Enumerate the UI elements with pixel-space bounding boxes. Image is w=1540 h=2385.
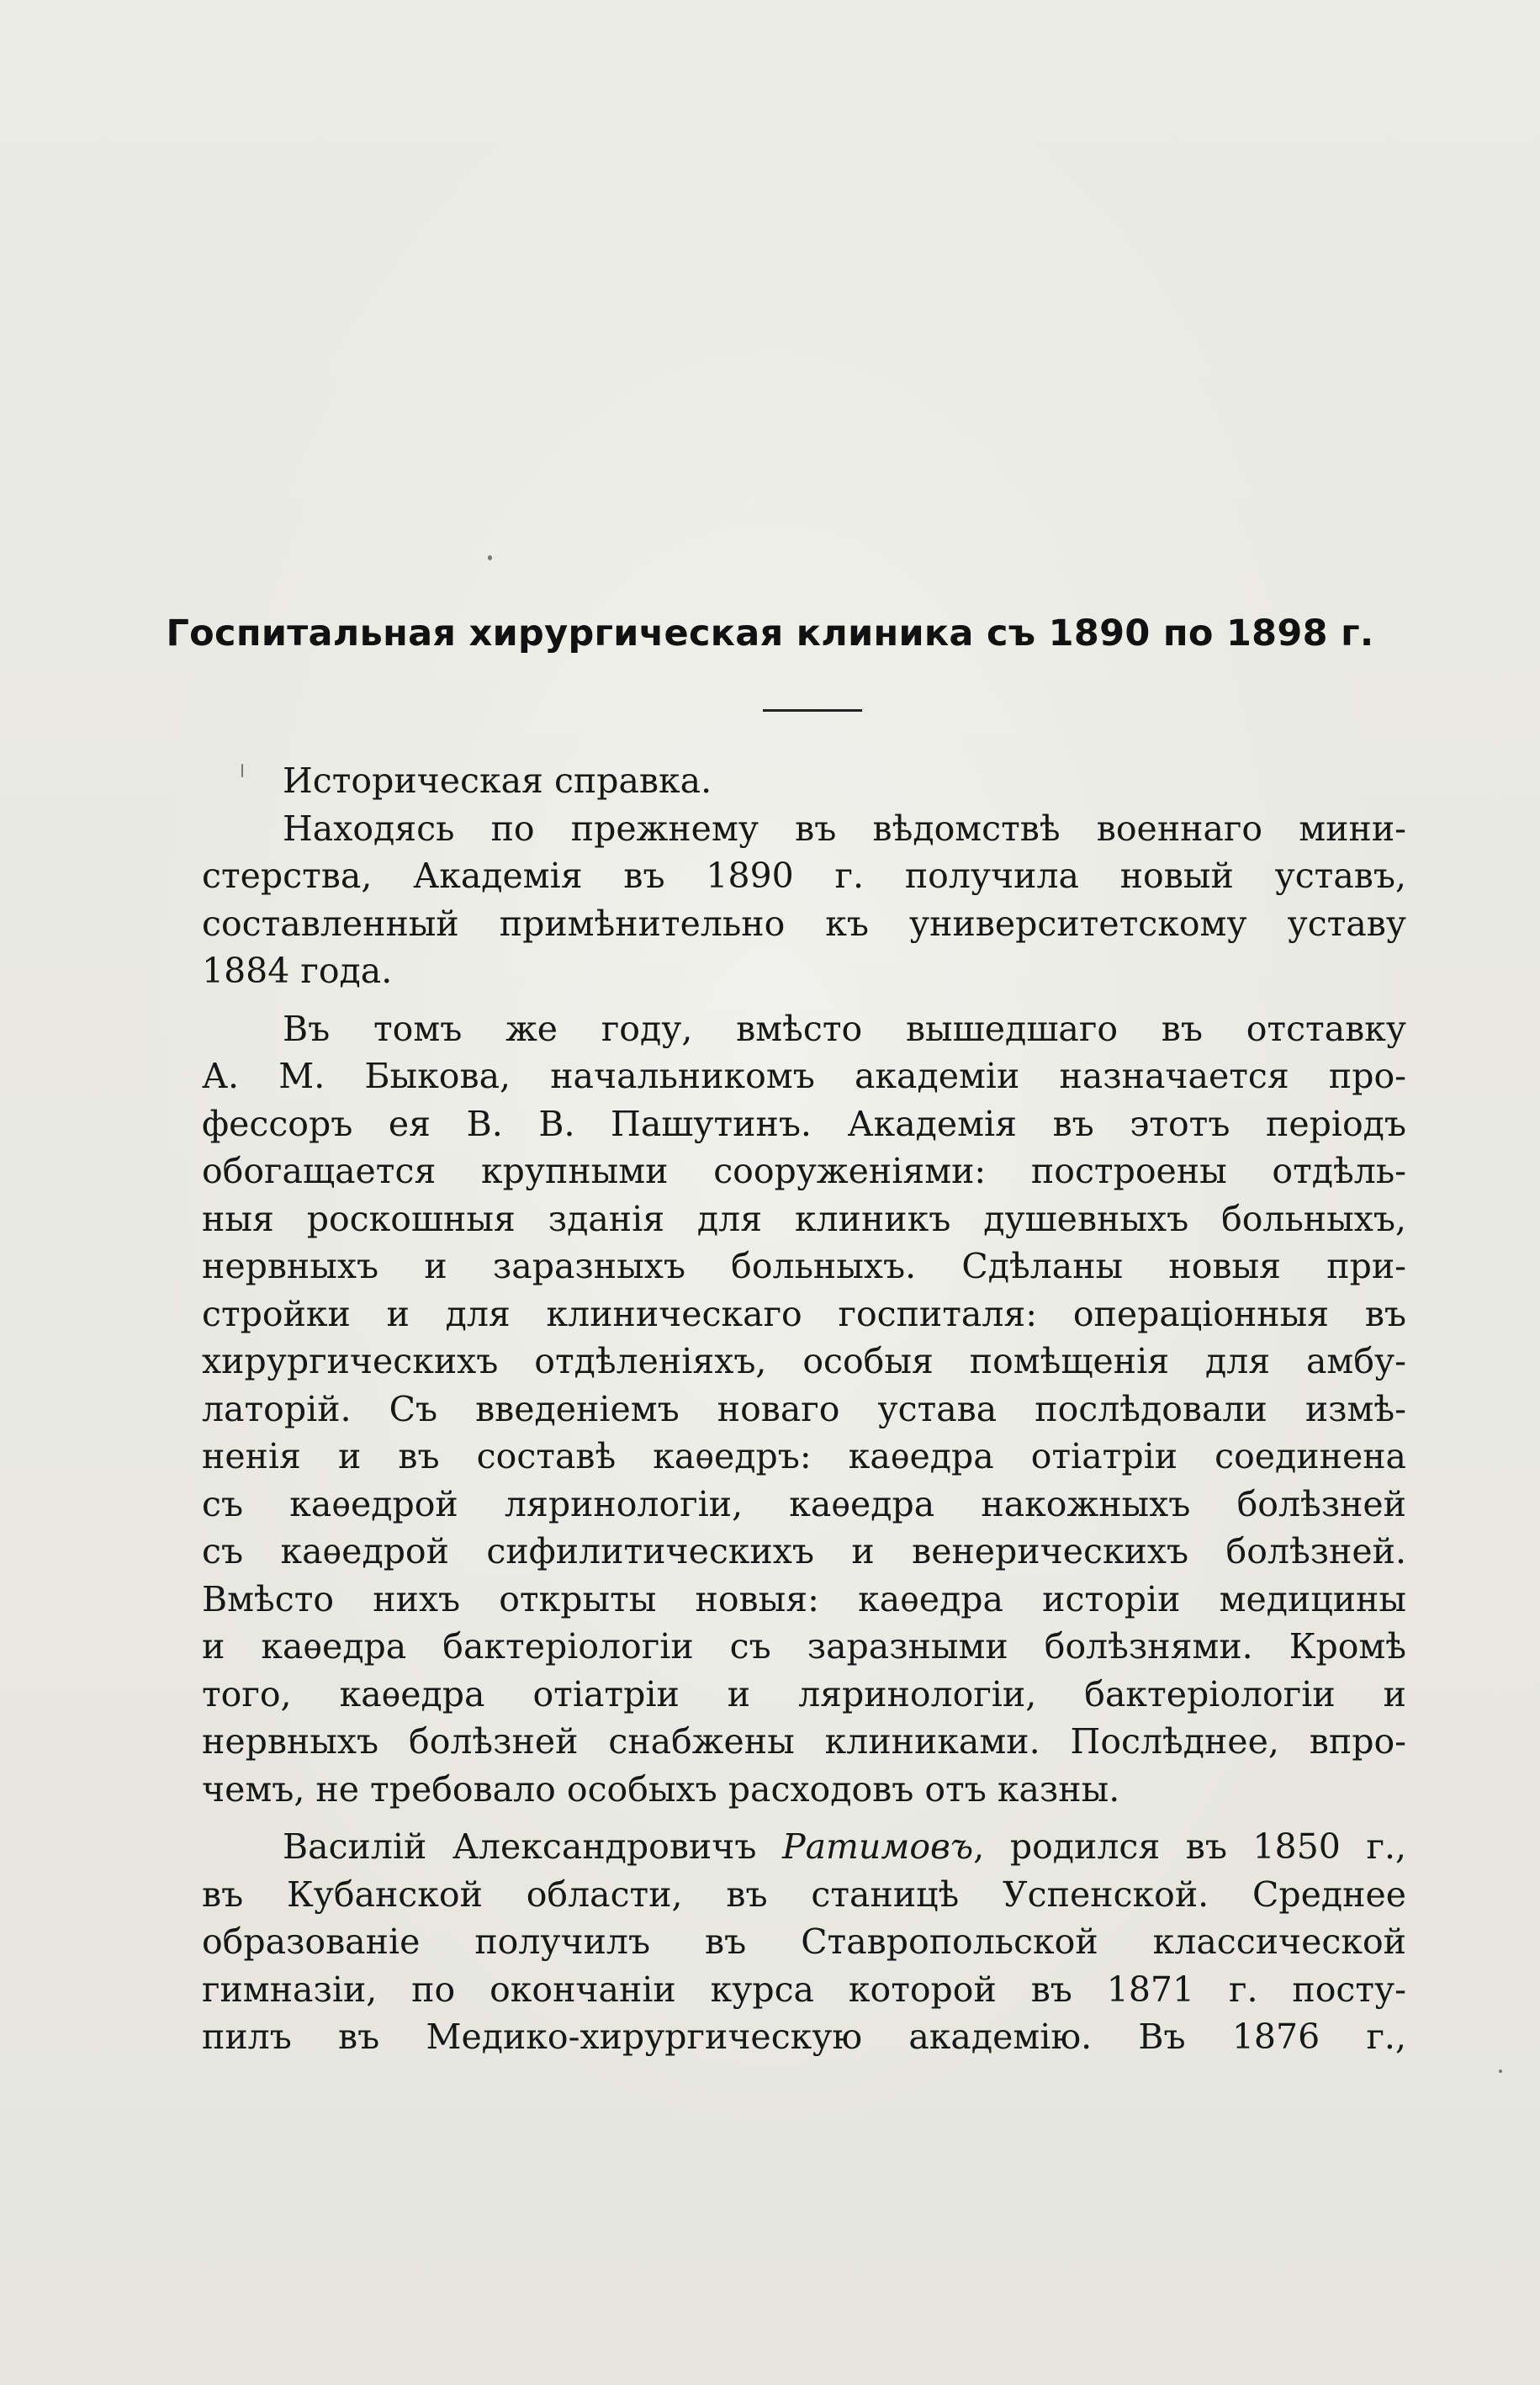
paper-speck [241,764,243,777]
paper-speck [1499,2070,1502,2073]
paragraph-line: 1884 года. [202,951,393,991]
paragraph-line: Въ томъ же году, вмѣсто вышедшаго въ отставку [283,1008,1406,1049]
paragraph-line-end: , родился въ 1850 г., [973,1826,1407,1867]
page-title: Госпитальная хирургическая клиника съ 1890 по 1898 г. [166,612,1374,655]
body-text [202,757,1406,2061]
paragraph-line-start: Василій Александровичъ [283,1826,783,1867]
paper-speck [488,555,492,560]
paragraph-line: Вмѣсто нихъ открыты новыя: каѳедра исторіи медицины [202,1578,1406,1619]
paragraph-line: чемъ, не требовало особыхъ расходовъ отъ казны. [202,1768,1120,1810]
paragraph-line: въ Кубанской области, въ станицѣ Успенской. Среднее [202,1874,1406,1915]
paragraph-line: того, каѳедра отіатріи и ляринологіи, бактеріологіи и [202,1673,1406,1715]
paragraph-line: составленный примѣнительно къ университетскому уставу [202,903,1406,944]
paragraph-line: Историческая справка. [283,761,712,801]
paragraph-line: съ каѳедрой сифилитическихъ и венерическихъ болѣзней. [202,1531,1406,1571]
paragraph-line: нервныхъ и заразныхъ больныхъ. Сдѣланы новыя при- [202,1246,1406,1286]
paragraph-line: образованіе получилъ въ Ставропольской классической [202,1921,1406,1962]
paragraph-line: пилъ въ Медико-хирургическую академію. Въ 1876 г., [202,2017,1406,2057]
paragraph-line: ныя роскошныя зданія для клиникъ душевныхъ больныхъ, [202,1198,1406,1239]
person-name: Ратимовъ [782,1826,974,1867]
paragraph-line: обогащается крупными сооруженіями: построены отдѣль- [202,1151,1406,1191]
paragraph-line-with-name [202,1823,1406,1871]
paragraph-line: стройки и для клиническаго госпиталя: операціонныя въ [202,1293,1406,1334]
paragraph-line: гимназіи, по окончаніи курса которой въ 1871 г. посту- [202,1969,1406,2010]
paragraph-line: латорій. Съ введеніемъ новаго устава послѣдовали измѣ- [202,1388,1406,1429]
paragraph-line: нервныхъ болѣзней снабжены клиниками. Послѣднее, впро- [202,1721,1406,1762]
paragraph-line: стерства, Академія въ 1890 г. получила новый уставъ, [202,856,1406,896]
paragraph-line: фессоръ ея В. В. Пашутинъ. Академія въ этотъ періодъ [202,1103,1406,1144]
paragraph-line: ненія и въ составѣ каѳедръ: каѳедра отіатріи соединена [202,1436,1406,1476]
paragraph-line: и каѳедра бактеріологіи съ заразными болѣзнями. Кромѣ [202,1626,1406,1667]
paragraph-line: А. М. Быкова, начальникомъ академіи назначается про- [202,1056,1406,1096]
paragraph-line: Находясь по прежнему въ вѣдомствѣ военнаго мини- [283,808,1406,849]
title-divider [763,709,862,712]
paragraph-line: хирургическихъ отдѣленіяхъ, особыя помѣщенія для амбу- [202,1341,1406,1381]
paragraph-line: съ каѳедрой ляринологіи, каѳедра накожныхъ болѣзней [202,1483,1406,1524]
